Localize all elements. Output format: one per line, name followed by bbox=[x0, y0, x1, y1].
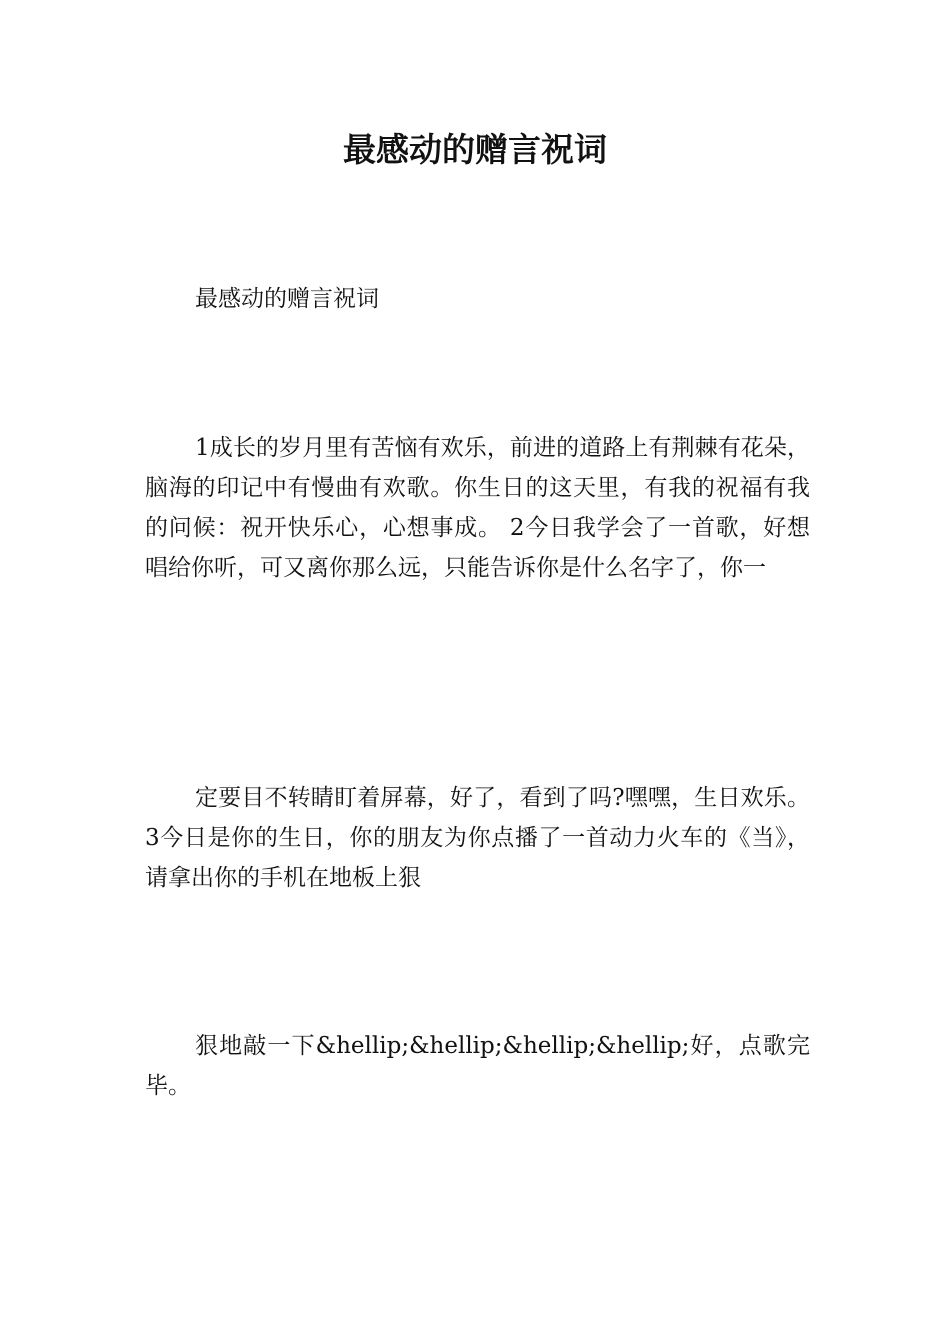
document-title: 最感动的赠言祝词 bbox=[343, 130, 607, 169]
paragraph-1: 1成长的岁月里有苦恼有欢乐，前进的道路上有荆棘有花朵，脑海的印记中有慢曲有欢歌。你生日的这天里，有我的祝福有我的问候：祝开快乐心，心想事成。 2今日我学会了一首歌，好想唱给你听，可又离你那么远，只能告诉你是什么名字了，你一 bbox=[145, 435, 810, 581]
paragraph-3: 狠地敲一下&hellip;&hellip;&hellip;&hellip;好，点歌完毕。 bbox=[145, 1033, 810, 1099]
paragraph-2: 定要目不转睛盯着屏幕，好了，看到了吗?嘿嘿，生日欢乐。 3今日是你的生日，你的朋友为你点播了一首动力火车的《当》，请拿出你的手机在地板上狠 bbox=[145, 785, 810, 891]
paragraph-heading: 最感动的赠言祝词 bbox=[195, 286, 379, 312]
